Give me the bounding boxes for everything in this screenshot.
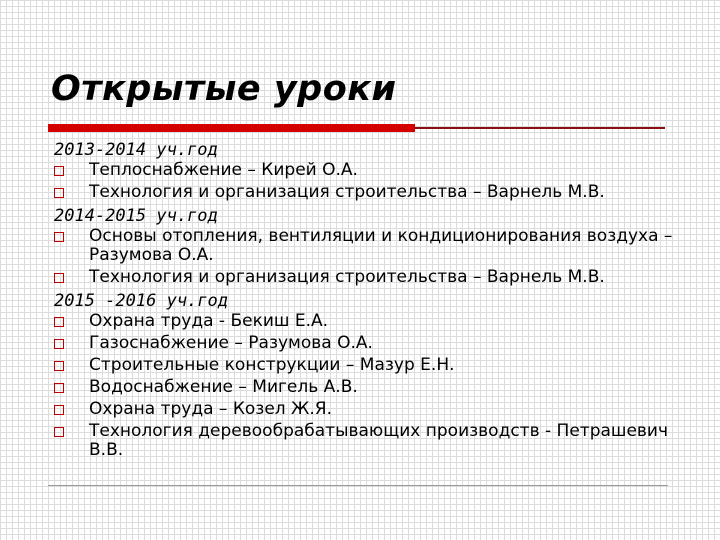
list-item [54,161,674,180]
list-item-text: Технология и организация строительства – Варнель М.В. [89,267,605,287]
list-item [54,268,674,287]
list-item [54,227,674,265]
square-bullet-icon [54,339,64,349]
list-item-text: Водоснабжение – Мигель А.В. [89,377,358,397]
list-item [54,312,674,331]
year-heading: 2015 -2016 уч.год [54,291,228,311]
list-item-text: Технология и организация строительства – Варнель М.В. [89,182,605,202]
list-item-text: Охрана труда – Козел Ж.Я. [89,399,332,419]
square-bullet-icon [54,188,64,198]
year-heading: 2013-2014 уч.год [54,140,218,160]
page-title: Открытые уроки [51,69,397,109]
square-bullet-icon [54,405,64,415]
list-item-text: Основы отопления, вентиляции и кондиционирования воздуха – Разумова О.А. [89,226,673,265]
square-bullet-icon [54,232,64,242]
square-bullet-icon [54,361,64,371]
list-item-text: Теплоснабжение – Кирей О.А. [89,160,358,180]
list-item [54,422,674,460]
list-item-text: Строительные конструкции – Мазур Е.Н. [89,355,455,375]
content-list [54,139,674,463]
list-item-text: Газоснабжение – Разумова О.А. [89,333,373,353]
square-bullet-icon [54,166,64,176]
list-item [54,334,674,353]
list-item [54,356,674,375]
square-bullet-icon [54,427,64,437]
list-item [54,183,674,202]
square-bullet-icon [54,383,64,393]
square-bullet-icon [54,317,64,327]
title-underline-red [48,124,415,132]
list-item [54,378,674,397]
year-heading: 2014-2015 уч.год [54,206,218,226]
list-item-text: Технология деревообрабатывающих производств - Петрашевич В.В. [89,421,669,460]
list-item [54,400,674,419]
bottom-divider [48,485,668,486]
title-underline-thin [415,127,665,129]
list-item-text: Охрана труда - Бекиш Е.А. [89,311,329,331]
square-bullet-icon [54,273,64,283]
